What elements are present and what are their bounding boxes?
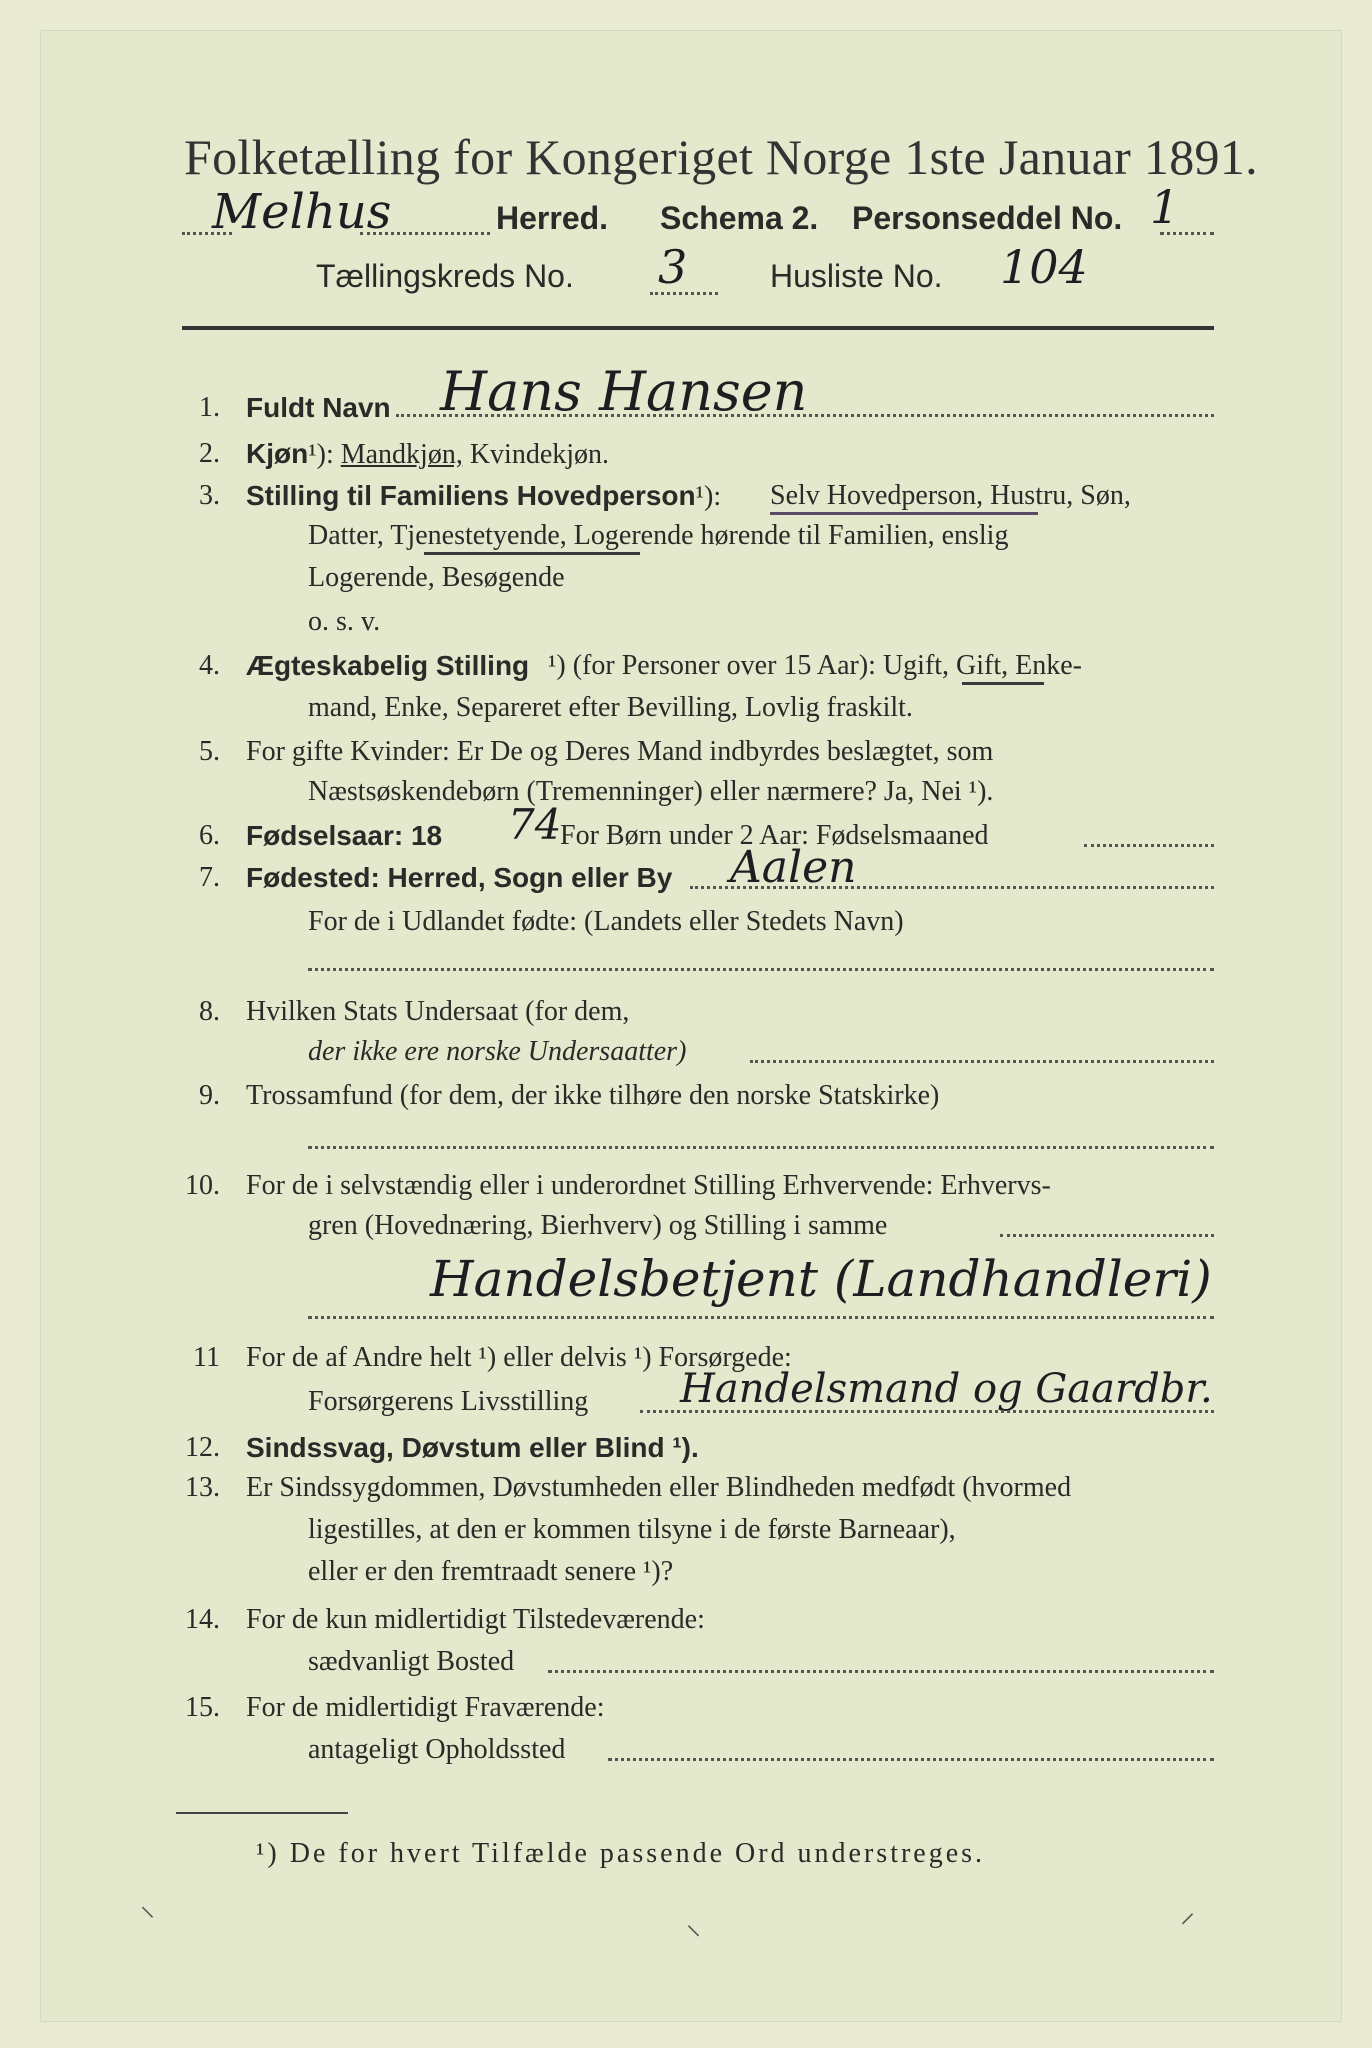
q4-label: Ægteskabelig Stilling [246,650,530,681]
q11-line2: Forsørgerens Livsstilling [308,1386,589,1417]
form-title: Folketælling for Kongeriget Norge 1ste Januar 1891. [184,129,1258,185]
husliste-label: Husliste No. [770,258,943,294]
q13-line1: Er Sindssygdommen, Døvstumheden eller Blindheden medfødt (hvormed [246,1472,1072,1503]
q5-line2: Næstsøskendebørn (Tremenninger) eller nærmere? Ja, Nei ¹). [308,776,994,807]
dotted-line [396,414,1214,417]
q11-provider-value: Handelsmand og Gaardbr. [680,1366,1213,1412]
q9-line1: Trossamfund (for dem, der ikke tilhøre den norske Statskirke) [246,1080,940,1111]
q6-number: 6. [199,820,220,851]
q11-number: 11 [193,1342,220,1373]
personseddel-value: 1 [1150,180,1180,234]
q2-footnote-ref: ¹): [308,439,334,470]
herred-label: Herred. [496,200,609,236]
q3-number: 3. [199,480,220,511]
q7-label: Fødested: Herred, Sogn eller By [246,862,673,893]
underline-mark [962,682,1044,685]
q10-line2: gren (Hovednæring, Bierhverv) og Stilling i samme [308,1210,888,1241]
dotted-line [308,968,1214,971]
pencil-mark: ⸜ [686,1908,701,1941]
dotted-line [650,292,718,295]
q5-line1: For gifte Kvinder: Er De og Deres Mand indbyrdes beslægtet, som [246,736,994,767]
q1-label: Fuldt Navn [246,392,391,423]
q12-line1: Sindssvag, Døvstum eller Blind ¹). [246,1432,699,1463]
dotted-line [360,232,490,235]
q3-line2: Datter, Tjenestetyende, Logerende hørende til Familien, enslig [308,520,1009,551]
personseddel-label: Personseddel No. [852,200,1123,236]
q10-number: 10. [185,1170,220,1201]
q2-row [246,438,609,471]
pencil-mark: ⸌ [140,1902,155,1935]
q3-line1: Selv Hovedperson, Hustru, Søn, [770,480,1131,511]
dotted-line [548,1670,1214,1673]
underline-mark [770,512,1038,515]
q7-number: 7. [199,862,220,893]
q3-footnote-ref: ¹): [695,481,722,512]
q2-option-mandkjon: Mandkjøn, [340,439,463,470]
dotted-line [608,1758,1214,1761]
dotted-line [1160,232,1214,235]
q8-line2: der ikke ere norske Undersaatter) [308,1036,687,1067]
q13-number: 13. [185,1472,220,1503]
q2-option-kvindekjon: Kvindekjøn. [469,439,610,470]
schema-label: Schema 2. [660,200,819,236]
q15-line2: antageligt Opholdssted [308,1734,566,1765]
q3-line4: o. s. v. [308,606,381,637]
q2-label: Kjøn [246,438,309,469]
q3-row [246,480,721,513]
herred-value: Melhus [212,184,392,240]
q6-year-value: 74 [508,800,562,849]
q7-line2: For de i Udlandet fødte: (Landets eller Stedets Navn) [308,906,904,937]
dotted-line [690,886,1214,889]
q6-rest: For Børn under 2 Aar: Fødselsmaaned [560,820,989,851]
q8-number: 8. [199,996,220,1027]
pencil-mark: ⸝ [1180,1896,1195,1929]
q14-line2: sædvanligt Bosted [308,1646,515,1677]
q8-line1: Hvilken Stats Undersaat (for dem, [246,996,630,1027]
kreds-value: 3 [658,240,688,294]
q6-label: Fødselsaar: 18 [246,820,443,851]
header-rule [182,326,1214,330]
dotted-line [308,1316,1214,1319]
q15-number: 15. [185,1692,220,1723]
q12-number: 12. [185,1432,220,1463]
q13-line3: eller er den fremtraadt senere ¹)? [308,1556,674,1587]
dotted-line [1084,844,1214,847]
q15-line1: For de midlertidigt Fraværende: [246,1692,605,1723]
q4-line2: mand, Enke, Separeret efter Bevilling, Lovlig fraskilt. [308,692,913,723]
dotted-line [1000,1234,1214,1237]
q10-line1: For de i selvstændig eller i underordnet Stilling Erhvervende: Erhvervs- [246,1170,1051,1201]
q4-line1: ¹) (for Personer over 15 Aar): Ugift, Gift, Enke- [548,650,1083,681]
q1-name-value: Hans Hansen [440,360,808,423]
husliste-value: 104 [1000,240,1088,294]
footnote: ¹) De for hvert Tilfælde passende Ord understreges. [256,1838,986,1869]
dotted-line [308,1146,1214,1149]
q14-number: 14. [185,1604,220,1635]
q13-line2: ligestilles, at den er kommen tilsyne i de første Barneaar), [308,1514,956,1545]
q3-line3: Logerende, Besøgende [308,562,565,593]
footnote-rule [176,1812,348,1814]
q10-occupation-value: Handelsbetjent (Landhandleri) [430,1250,1212,1308]
q5-number: 5. [199,736,220,767]
dotted-line [640,1410,1214,1413]
q3-label: Stilling til Familiens Hovedperson [246,480,696,511]
q2-number: 2. [199,438,220,469]
dotted-line [750,1060,1214,1063]
q11-line1: For de af Andre helt ¹) eller delvis ¹) Forsørgede: [246,1342,792,1373]
q4-number: 4. [199,650,220,681]
q9-number: 9. [199,1080,220,1111]
q1-number: 1. [199,392,220,423]
kreds-label: Tællingskreds No. [316,258,574,294]
strikethrough-mark [424,552,640,555]
q14-line1: For de kun midlertidigt Tilstedeværende: [246,1604,705,1635]
q7-birthplace-value: Aalen [730,842,857,893]
